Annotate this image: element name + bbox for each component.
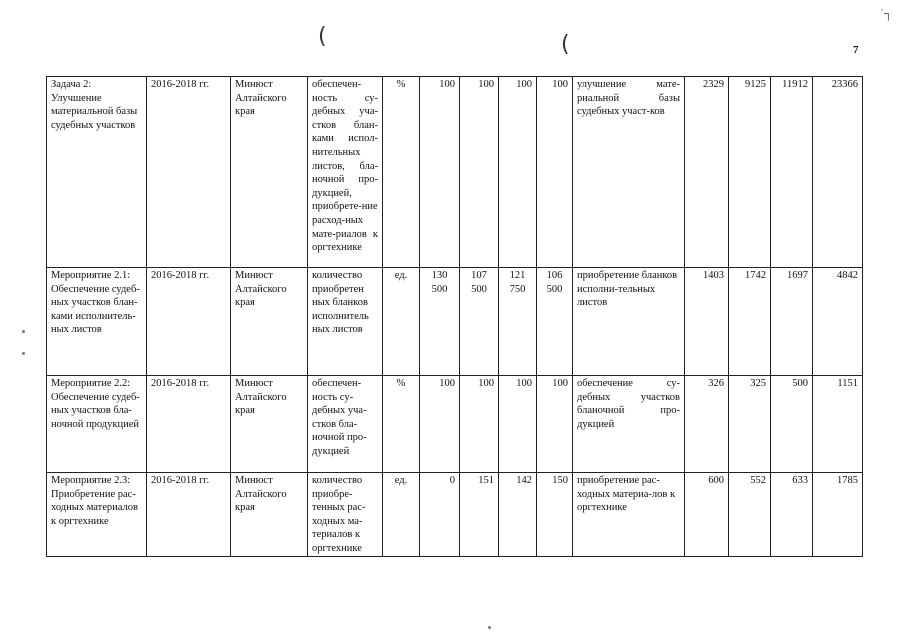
scan-artifact [22,330,25,333]
value-cell: 100 [420,77,460,268]
funding-cell: 1742 [729,268,771,376]
value-cell: 0 [420,473,460,557]
period-cell: 2016-2018 гг. [147,77,231,268]
scan-artifact [488,626,491,629]
executor-cell: Минюст Алтайского края [231,268,308,376]
table-row [47,268,863,376]
value-cell: 100 [537,376,573,473]
scan-artifact: ˙┐ [880,6,893,20]
value-cell: 100 [420,376,460,473]
task-cell: Мероприятие 2.2: Обеспечение судеб-ных участков бла-ночной продукцией [47,376,147,473]
unit-cell: % [383,77,420,268]
value-cell: 100 [460,376,499,473]
period-cell: 2016-2018 гг. [147,376,231,473]
value-cell: 107 500 [460,268,499,376]
funding-cell: 9125 [729,77,771,268]
table-row [47,473,863,557]
executor-cell: Минюст Алтайского края [231,77,308,268]
funding-cell: 326 [685,376,729,473]
task-cell: Задача 2: Улучшение материальной базы судебных участков [47,77,147,268]
indicator-cell: количество приобре-тенных рас-ходных ма-териалов к оргтехнике [308,473,383,557]
value-cell: 100 [460,77,499,268]
page-number: 7 [853,44,859,56]
value-cell: 100 [537,77,573,268]
unit-cell: ед. [383,473,420,557]
task-cell: Мероприятие 2.3: Приобретение рас-ходных материалов к оргтехнике [47,473,147,557]
funding-cell: 11912 [771,77,813,268]
funding-total-cell: 1151 [813,376,863,473]
indicator-cell: количество приобретен ных бланков исполнитель ных листов [308,268,383,376]
funding-cell: 1403 [685,268,729,376]
value-cell: 130 500 [420,268,460,376]
task-cell: Мероприятие 2.1: Обеспечение судеб-ных участков блан-ками исполнитель-ных листов [47,268,147,376]
funding-cell: 500 [771,376,813,473]
result-cell: улучшение мате-риальной базы судебных участ-ков [573,77,685,268]
funding-cell: 633 [771,473,813,557]
period-cell: 2016-2018 гг. [147,268,231,376]
funding-cell: 552 [729,473,771,557]
result-cell: приобретение бланков исполни-тельных листов [573,268,685,376]
executor-cell: Минюст Алтайского края [231,473,308,557]
result-cell: приобретение рас-ходных материа-лов к оргтехнике [573,473,685,557]
value-cell: 151 [460,473,499,557]
result-cell: обеспечение су-дебных участков бланочной про-дукцией [573,376,685,473]
unit-cell: % [383,376,420,473]
funding-cell: 1697 [771,268,813,376]
executor-cell: Минюст Алтайского края [231,376,308,473]
unit-cell: ед. [383,268,420,376]
funding-cell: 600 [685,473,729,557]
scan-punch-mark: ( [561,32,570,57]
indicator-cell: обеспечен-ность су-дебных уча-стков бла-ночной про-дукцией [308,376,383,473]
value-cell: 106 500 [537,268,573,376]
period-cell: 2016-2018 гг. [147,473,231,557]
value-cell: 121 750 [499,268,537,376]
value-cell: 150 [537,473,573,557]
value-cell: 100 [499,77,537,268]
funding-total-cell: 1785 [813,473,863,557]
funding-cell: 325 [729,376,771,473]
program-activities-table [46,76,863,557]
funding-total-cell: 4842 [813,268,863,376]
value-cell: 142 [499,473,537,557]
table-row [47,77,863,268]
funding-cell: 2329 [685,77,729,268]
table-row [47,376,863,473]
indicator-cell: обеспечен-ность су-дебных уча-стков блан-ками испол-нительных листов, бла-ночной про-дукцией, приобрете-ние расход-ных мате-риалов к оргтехнике [308,77,383,268]
scan-artifact [22,352,25,355]
scan-punch-mark: ( [318,24,327,49]
value-cell: 100 [499,376,537,473]
funding-total-cell: 23366 [813,77,863,268]
